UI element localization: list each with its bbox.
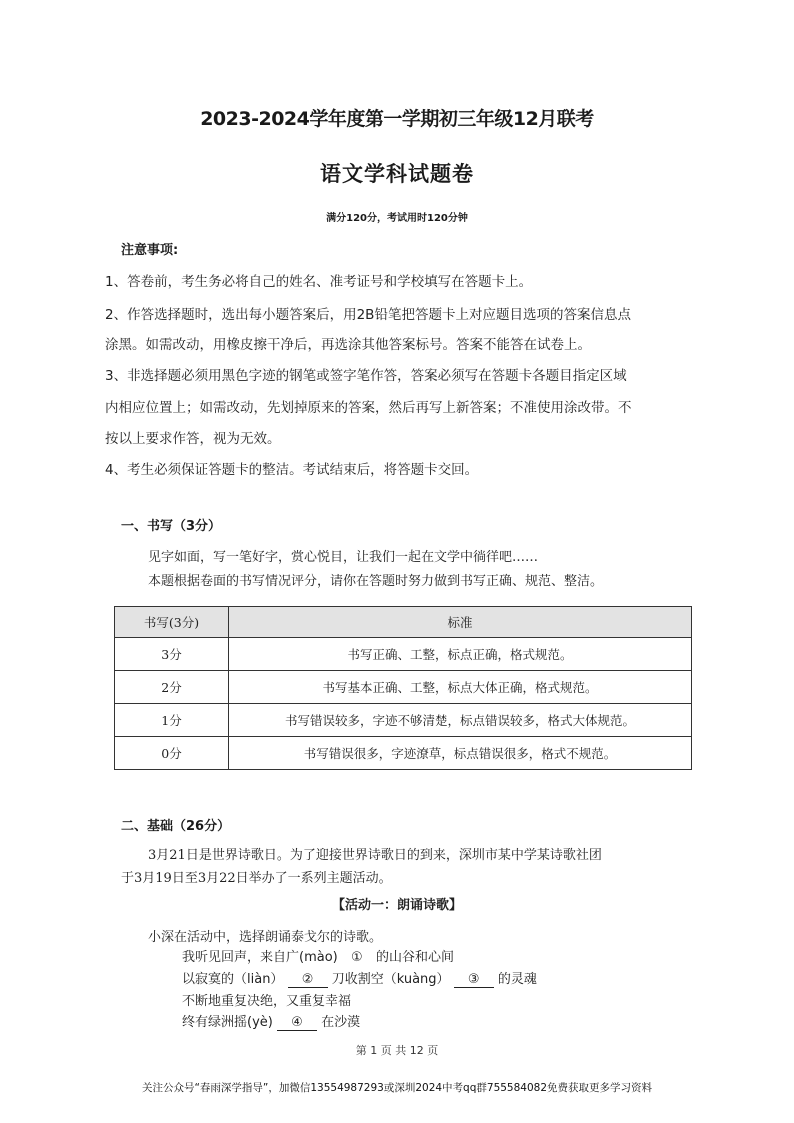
- poem-text: 的山谷和心间: [376, 950, 455, 965]
- promo-text: 关注公众号“春雨深学指导”，加微信13554987293或深圳2024中考qq群755584082免费获取更多学习资料: [141, 1082, 653, 1094]
- score-cell: 1分: [115, 704, 229, 737]
- notice-line: 按以上要求作答，视为无效。: [105, 431, 281, 447]
- poem-line: [182, 946, 454, 965]
- notice-line: 3、非选择题必须用黑色字迹的钢笔或签字笔作答，答案必须写在答题卡各题目指定区域: [105, 368, 627, 384]
- section1-intro: 见字如面，写一笔好字，赏心悦目，让我们一起在文学中徜徉吧……: [148, 550, 539, 565]
- poem-line: 不断地重复决绝，又重复幸福: [182, 994, 352, 1009]
- table-header-cell: 书写(3分): [115, 607, 229, 638]
- table-row: [115, 737, 692, 770]
- criteria-cell: 书写正确、工整，标点正确，格式规范。: [229, 638, 692, 671]
- table-header-cell: 标准: [229, 607, 692, 638]
- poem-text: 在沙漠: [321, 1015, 361, 1030]
- notice-line: 1、答卷前，考生务必将自己的姓名、准考证号和学校填写在答题卡上。: [105, 274, 533, 290]
- notice-line: 涂黑。如需改动，用橡皮擦干净后，再选涂其他答案标号。答案不能答在试卷上。: [105, 337, 591, 353]
- fill-blank[interactable]: ①: [351, 950, 363, 965]
- fill-blank[interactable]: ④: [277, 1016, 317, 1031]
- poem-line: [182, 968, 537, 988]
- section1-heading: 一、书写（3分）: [121, 519, 222, 534]
- section2-paragraph: 3月21日是世界诗歌日。为了迎接世界诗歌日的到来，深圳市某中学某诗歌社团: [148, 848, 602, 863]
- poem-line: [182, 1011, 360, 1031]
- criteria-cell: 书写基本正确、工整，标点大体正确，格式规范。: [229, 671, 692, 704]
- fill-blank[interactable]: ②: [288, 973, 328, 988]
- section1-instruction: 本题根据卷面的书写情况评分，请你在答题时努力做到书写正确、规范、整洁。: [148, 574, 604, 589]
- score-cell: 2分: [115, 671, 229, 704]
- activity-intro: 小深在活动中，选择朗诵泰戈尔的诗歌。: [148, 930, 383, 945]
- poem-text: 我听见回声，来自广(mào): [182, 950, 338, 965]
- notice-line: 内相应位置上；如需改动，先划掉原来的答案，然后再写上新答案；不准使用涂改带。不: [105, 400, 632, 416]
- notice-line: 4、考生必须保证答题卡的整洁。考试结束后，将答题卡交回。: [105, 462, 479, 478]
- poem-text: 刀收割空（kuàng）: [331, 972, 450, 987]
- criteria-cell: 书写错误较多，字迹不够清楚，标点错误较多，格式大体规范。: [229, 704, 692, 737]
- poem-text: 的灵魂: [497, 972, 537, 987]
- page-number: 第 1 页 共 12 页: [355, 1044, 439, 1057]
- notice-line: 2、作答选择题时，选出每小题答案后，用2B铅笔把答题卡上对应题目选项的答案信息点: [105, 307, 631, 323]
- exam-title: 2023-2024学年度第一学期初三年级12月联考: [200, 108, 594, 130]
- poem-text: 终有绿洲摇(yè): [182, 1015, 273, 1030]
- criteria-cell: 书写错误很多，字迹潦草，标点错误很多，格式不规范。: [229, 737, 692, 770]
- notice-heading: 注意事项:: [121, 243, 179, 258]
- poem-text: 以寂寞的（liàn）: [182, 972, 284, 987]
- writing-criteria-table: [114, 606, 692, 770]
- fill-blank[interactable]: ③: [454, 973, 494, 988]
- score-cell: 0分: [115, 737, 229, 770]
- table-row: [115, 638, 692, 671]
- activity-title: 【活动一：朗诵诗歌】: [331, 898, 462, 913]
- table-row: [115, 671, 692, 704]
- section2-paragraph: 于3月19日至3月22日举办了一系列主题活动。: [121, 871, 392, 886]
- exam-subject-title: 语文学科试题卷: [320, 162, 474, 186]
- section2-heading: 二、基础（26分）: [121, 819, 231, 834]
- exam-info: 满分120分，考试用时120分钟: [326, 213, 468, 224]
- table-header-row: [115, 607, 692, 638]
- table-row: [115, 704, 692, 737]
- score-cell: 3分: [115, 638, 229, 671]
